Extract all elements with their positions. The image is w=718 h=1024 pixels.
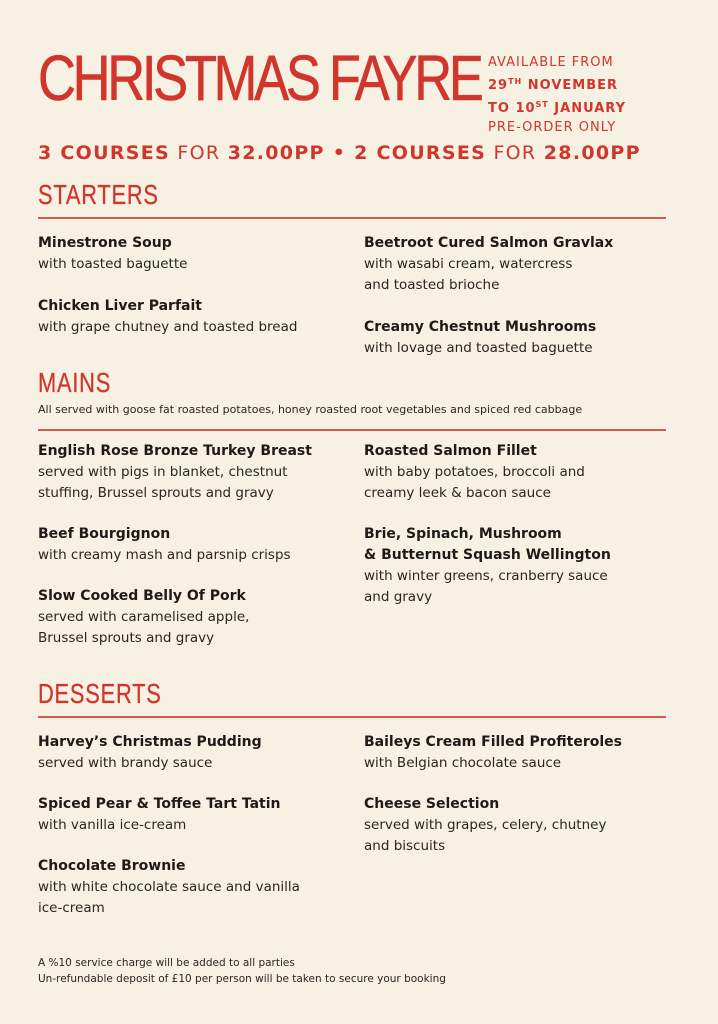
availability-line-3 [488,95,626,118]
item-description: and biscuits [364,838,446,854]
three-courses-label: 3 COURSES [38,142,171,164]
desserts-divider [38,716,666,718]
pricing-separator: • [324,142,355,164]
menu-title: CHRISTMAS FAYRE [38,42,481,114]
item-description: served with pigs in blanket, chestnut [38,464,288,480]
date-start-month: NOVEMBER [522,78,619,93]
item-name: Roasted Salmon Fillet [364,443,537,459]
item-name: Beef Bourgignon [38,526,171,542]
item-name: Brie, Spinach, Mushroom [364,526,562,542]
menu-item [364,524,684,608]
item-name: English Rose Bronze Turkey Breast [38,443,312,459]
menu-item [38,233,358,275]
desserts-heading: DESSERTS [38,678,162,709]
item-name: & Butternut Squash Wellington [364,547,611,563]
footer-notes [38,955,446,987]
date-start-number: 29 [488,78,509,93]
item-name: Harvey’s Christmas Pudding [38,734,262,750]
for-label-1: FOR [170,142,228,164]
item-description: with grape chutney and toasted bread [38,319,298,335]
availability-line-1: AVAILABLE FROM [488,55,614,70]
item-name: Cheese Selection [364,796,500,812]
menu-item [364,441,684,504]
item-description: with white chocolate sauce and vanilla [38,879,300,895]
item-description: with baby potatoes, broccoli and [364,464,585,480]
two-courses-price: 28.00PP [543,142,641,164]
item-description: with winter greens, cranberry sauce [364,568,608,584]
item-name: Baileys Cream Filled Profiteroles [364,734,622,750]
menu-item [364,317,684,359]
availability-line-2 [488,72,626,95]
item-description: with toasted baguette [38,256,188,272]
menu-item [38,586,358,649]
item-description: served with grapes, celery, chutney [364,817,607,833]
three-courses-price: 32.00PP [227,142,325,164]
mains-heading: MAINS [38,367,112,398]
menu-item [364,794,684,857]
item-description: served with brandy sauce [38,755,213,771]
menu-item [38,794,358,836]
item-description: with lovage and toasted baguette [364,340,593,356]
item-name: Chocolate Brownie [38,858,186,874]
item-name: Chicken Liver Parfait [38,298,202,314]
item-name: Beetroot Cured Salmon Gravlax [364,235,614,251]
starters-heading: STARTERS [38,179,159,210]
item-description: and gravy [364,589,433,605]
menu-item [38,856,358,919]
item-description: and toasted brioche [364,277,500,293]
item-name: Minestrone Soup [38,235,172,251]
item-description: with wasabi cream, watercress [364,256,573,272]
date-end-number: TO 10 [488,101,536,116]
starters-divider [38,217,666,219]
item-name: Spiced Pear & Toffee Tart Tatin [38,796,281,812]
availability-info [488,53,626,137]
mains-divider [38,429,666,431]
pricing-line [38,142,641,164]
date-start-suffix: TH [508,77,523,86]
two-courses-label: 2 COURSES [354,142,487,164]
service-charge-note: A %10 service charge will be added to all parties [38,957,295,969]
menu-item [38,296,358,338]
menu-item [364,233,684,296]
menu-item [364,732,684,774]
item-description: ice-cream [38,900,105,916]
item-description: with vanilla ice-cream [38,817,187,833]
item-name: Creamy Chestnut Mushrooms [364,319,597,335]
item-description: stuffing, Brussel sprouts and gravy [38,485,274,501]
item-description: with Belgian chocolate sauce [364,755,562,771]
item-description: Brussel sprouts and gravy [38,630,215,646]
availability-line-4: PRE-ORDER ONLY [488,120,617,135]
item-description: creamy leek & bacon sauce [364,485,551,501]
menu-item [38,441,358,504]
menu-item [38,732,358,774]
date-end-month: JANUARY [548,101,626,116]
date-end-suffix: ST [535,100,549,109]
for-label-2: FOR [486,142,544,164]
menu-item [38,524,358,566]
item-description: with creamy mash and parsnip crisps [38,547,291,563]
item-name: Slow Cooked Belly Of Pork [38,588,246,604]
mains-note: All served with goose fat roasted potatoes, honey roasted root vegetables and spiced red cabbage [38,403,583,416]
deposit-note: Un-refundable deposit of £10 per person will be taken to secure your booking [38,973,446,985]
item-description: served with caramelised apple, [38,609,250,625]
